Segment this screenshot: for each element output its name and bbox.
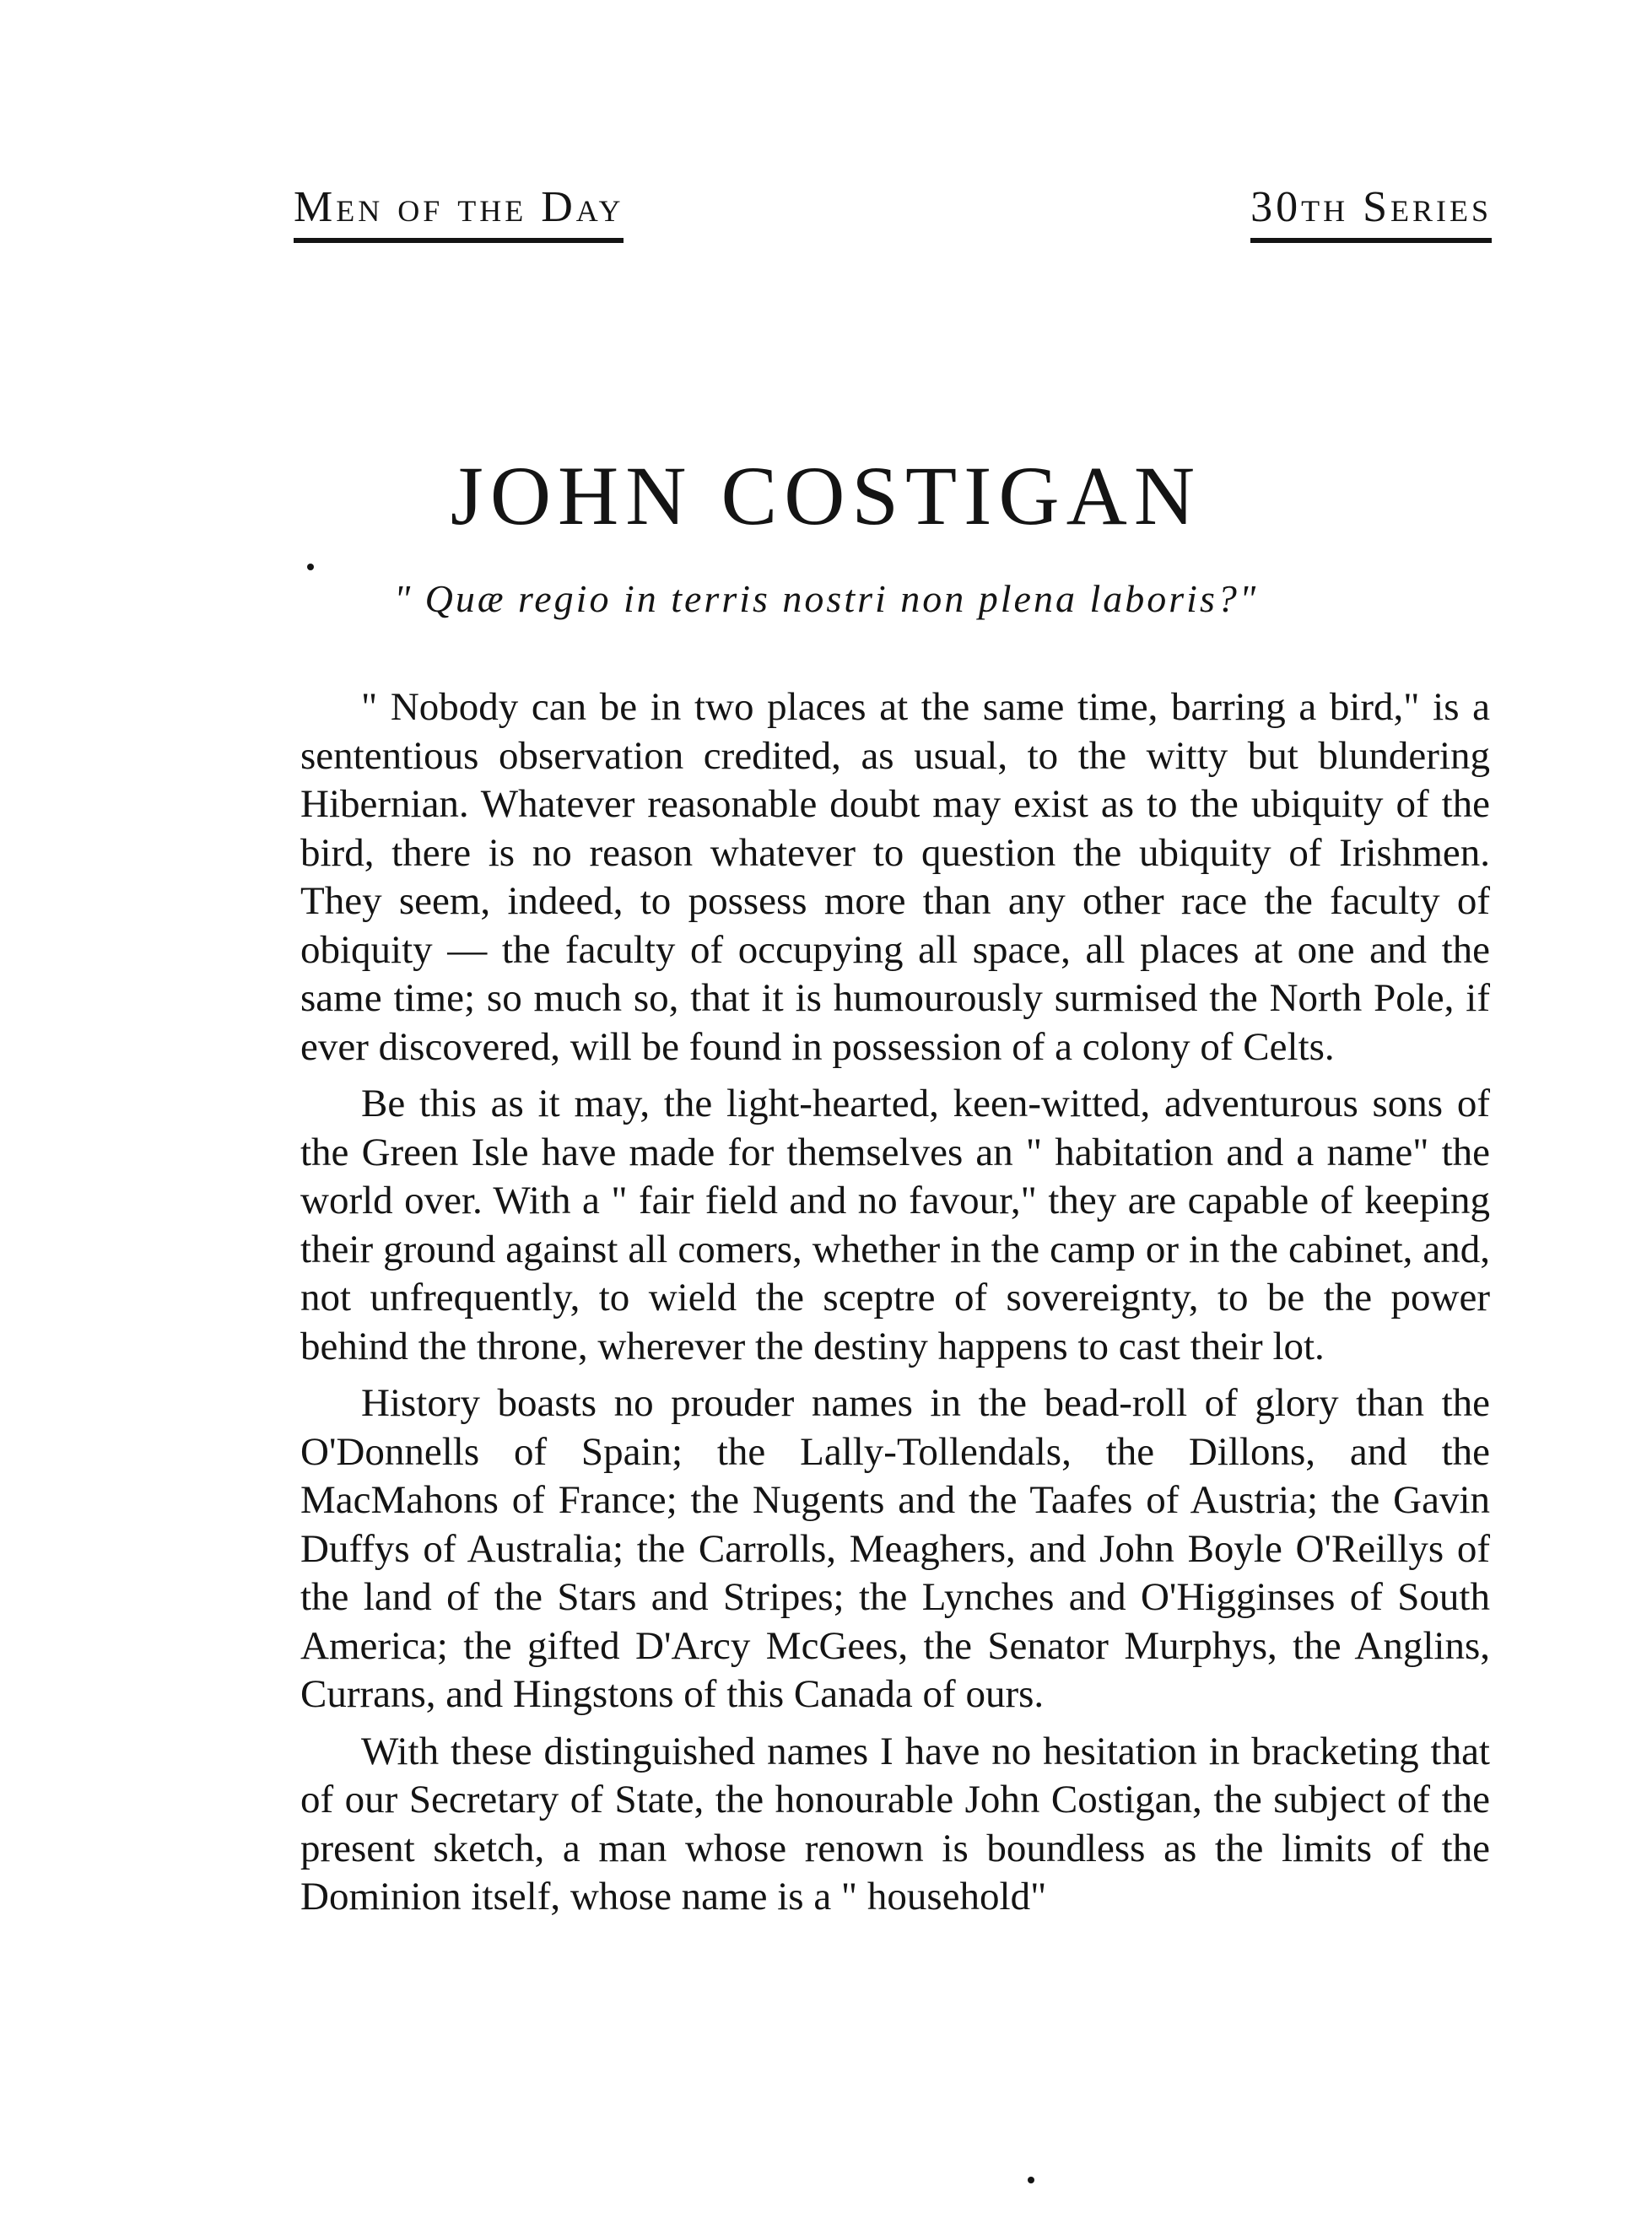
epigraph: " Quæ regio in terris nostri non plena laboris?" [393,577,1259,620]
paragraph-3: History boasts no prouder names in the bead-roll of glory than the O'Donnells of Spain; the Lally-Tollendals, the Dillons, and the MacMahons of France; the Nugents and the Taafes of Austria; the Gavin Duffys of Australia; the Carrolls, Meaghers, and John Boyle O'Reillys of the land of the Stars and Stripes; the Lynches and O'Higginses of South America; the gifted D'Arcy McGees, the Senator Murphys, the Anglins, Currans, and Hingstons of this Canada of ours. [300,1381,1490,1716]
paragraph-2: Be this as it may, the light-hearted, keen-witted, adventurous sons of the Green Isle have made for themselves an " habitation and a name" the world over. With a " fair field and no favour," they are capable of keeping their ground against all comers, whether in the camp or in the cabinet, and, not unfrequently, to wield the sceptre of sovereignty, to be the power behind the throne, wherever the destiny happens to cast their lot. [300,1082,1490,1368]
print-speck [1028,2177,1034,2183]
paragraph-1: " Nobody can be in two places at the same time, barring a bird," is a sententious observation credited, as usual, to the witty but blundering Hibernian. Whatever reasonable doubt may exist as to the ubiquity of the bird, there is no reason whatever to question the ubiquity of Irishmen. They seem, indeed, to possess more than any other race the faculty of obiquity — the faculty of occupying all space, all places at one and the same time; so much so, that it is humourously surmised the North Pole, if ever discovered, will be found in possession of a colony of Celts. [300,685,1490,1069]
running-head-right: 30th Series [1250,182,1492,243]
article-title: JOHN COSTIGAN [450,449,1202,542]
paragraph-4: With these distinguished names I have no hesitation in bracketing that of our Secretary of State, the honourable John Costigan, the subject of the present sketch, a man whose renown is boundless as the limits of the Dominion itself, whose name is a " household" [300,1729,1490,1918]
article-body [300,683,1490,1922]
running-head-left: Men of the Day [294,182,624,243]
print-speck [307,564,314,570]
